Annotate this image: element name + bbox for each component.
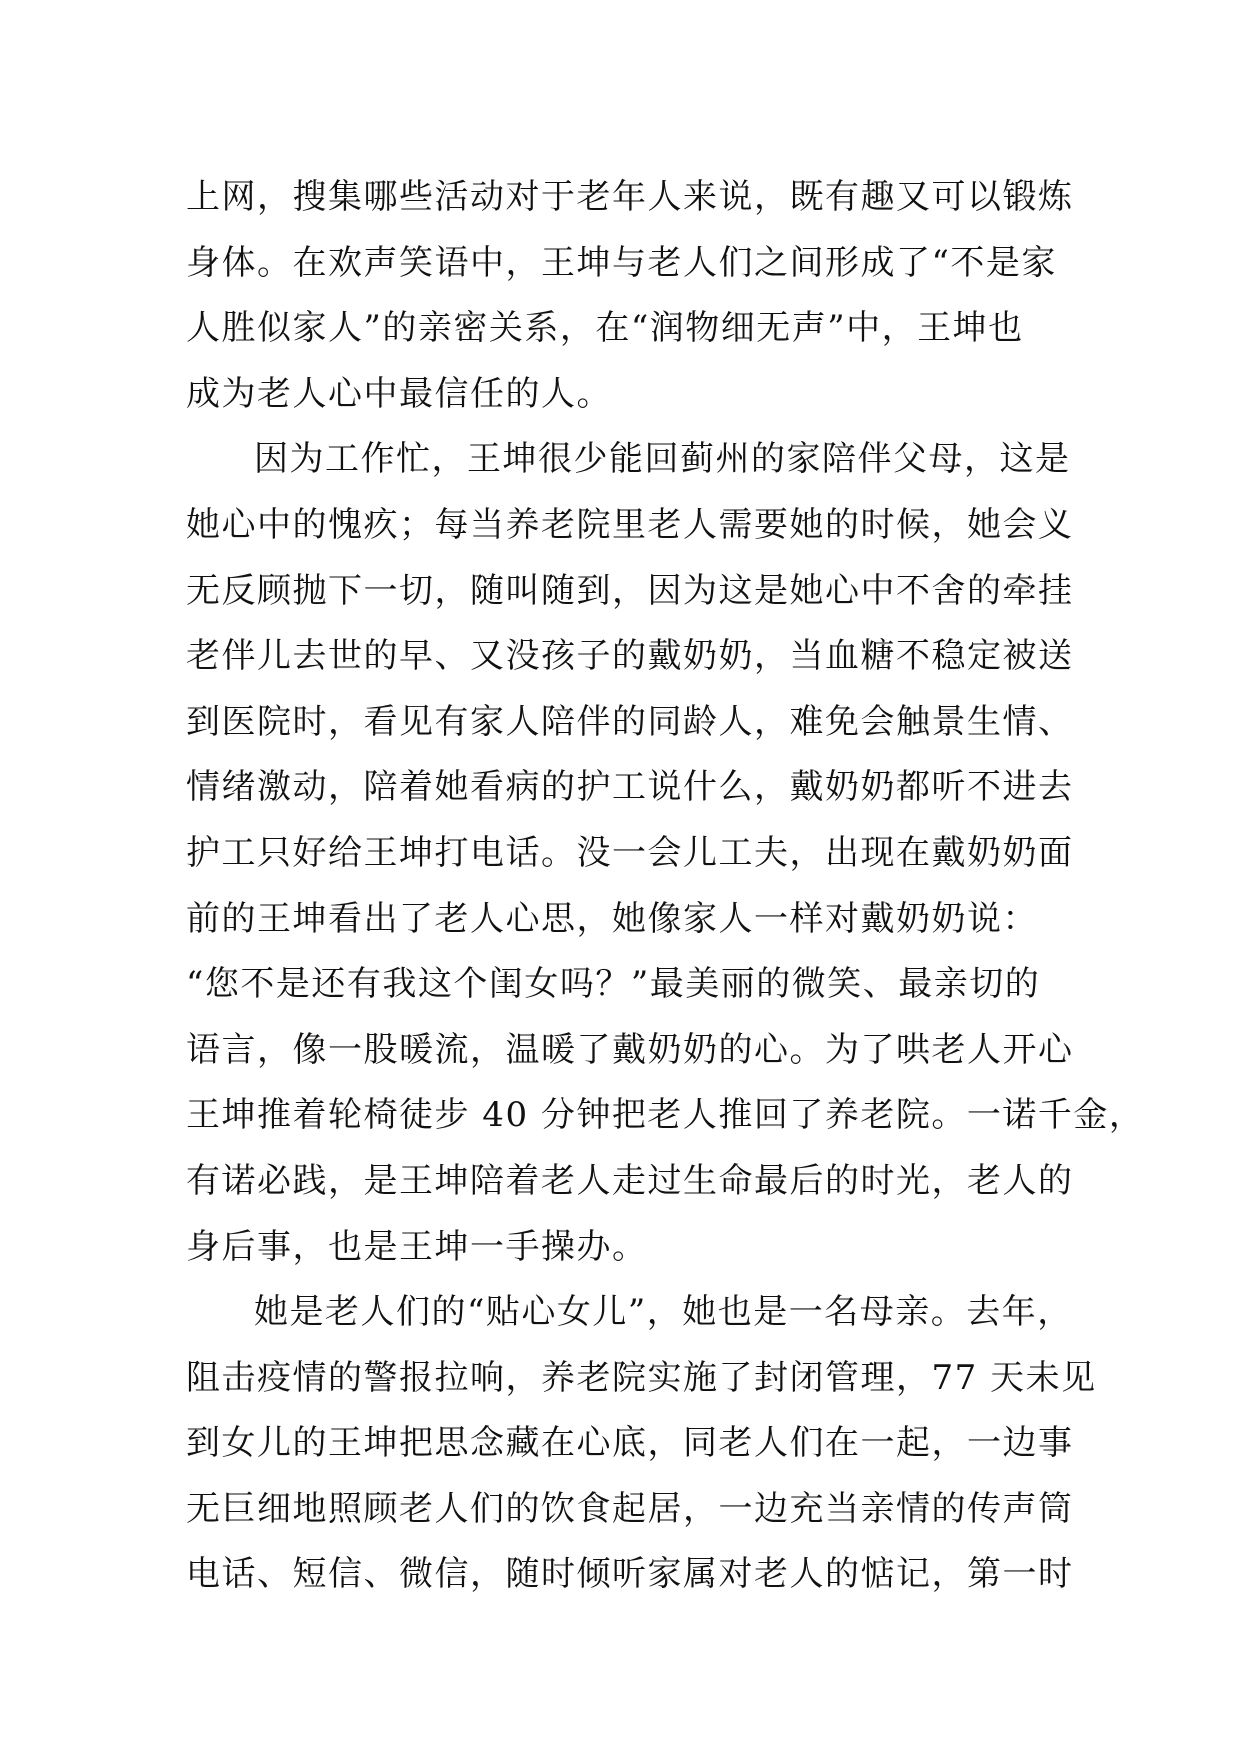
paragraph-start-line: 她是老人们的“贴心女儿”，她也是一名母亲。去年，	[254, 1292, 1073, 1333]
text-line: 身体。在欢声笑语中，王坤与老人们之间形成了“不是家	[186, 242, 1057, 283]
text-line: 人胜似家人”的亲密关系，在“润物细无声”中，王坤也	[186, 308, 1024, 349]
text-line: “您不是还有我这个闺女吗？”最美丽的微笑、最亲切的	[186, 964, 1041, 1005]
text-line: 阻击疫情的警报拉响，养老院实施了封闭管理，77 天未见	[186, 1357, 1097, 1398]
text-line: 无反顾抛下一切，随叫随到，因为这是她心中不舍的牵挂	[186, 570, 1074, 611]
text-line: 王坤推着轮椅徒步 40 分钟把老人推回了养老院。一诺千金，	[186, 1095, 1145, 1136]
text-line: 有诺必践，是王坤陪着老人走过生命最后的时光，老人的	[186, 1160, 1074, 1201]
text-line: 无巨细地照顾老人们的饮食起居，一边充当亲情的传声筒	[186, 1488, 1074, 1529]
text-line: 成为老人心中最信任的人。	[186, 373, 612, 414]
text-line: 上网，搜集哪些活动对于老年人来说，既有趣又可以锻炼	[186, 177, 1074, 217]
text-line: 护工只好给王坤打电话。没一会儿工夫，出现在戴奶奶面	[186, 832, 1074, 873]
text-line: 语言，像一股暖流，温暖了戴奶奶的心。为了哄老人开心	[186, 1029, 1074, 1070]
paragraph-start-line: 因为工作忙，王坤很少能回蓟州的家陪伴父母，这是	[254, 439, 1071, 480]
text-line: 电话、短信、微信，随时倾听家属对老人的惦记，第一时	[186, 1554, 1074, 1595]
text-line: 她心中的愧疚；每当养老院里老人需要她的时候，她会义	[186, 504, 1074, 545]
text-line: 到医院时，看见有家人陪伴的同龄人，难免会触景生情、	[186, 701, 1074, 742]
text-line: 情绪激动，陪着她看病的护工说什么，戴奶奶都听不进去	[186, 767, 1074, 808]
body-text	[186, 165, 1145, 1608]
text-line: 老伴儿去世的早、又没孩子的戴奶奶，当血糖不稳定被送	[186, 636, 1074, 677]
text-line: 身后事，也是王坤一手操办。	[186, 1226, 648, 1267]
text-line: 到女儿的王坤把思念藏在心底，同老人们在一起，一边事	[186, 1423, 1074, 1464]
text-line: 前的王坤看出了老人心思，她像家人一样对戴奶奶说：	[186, 898, 1038, 939]
